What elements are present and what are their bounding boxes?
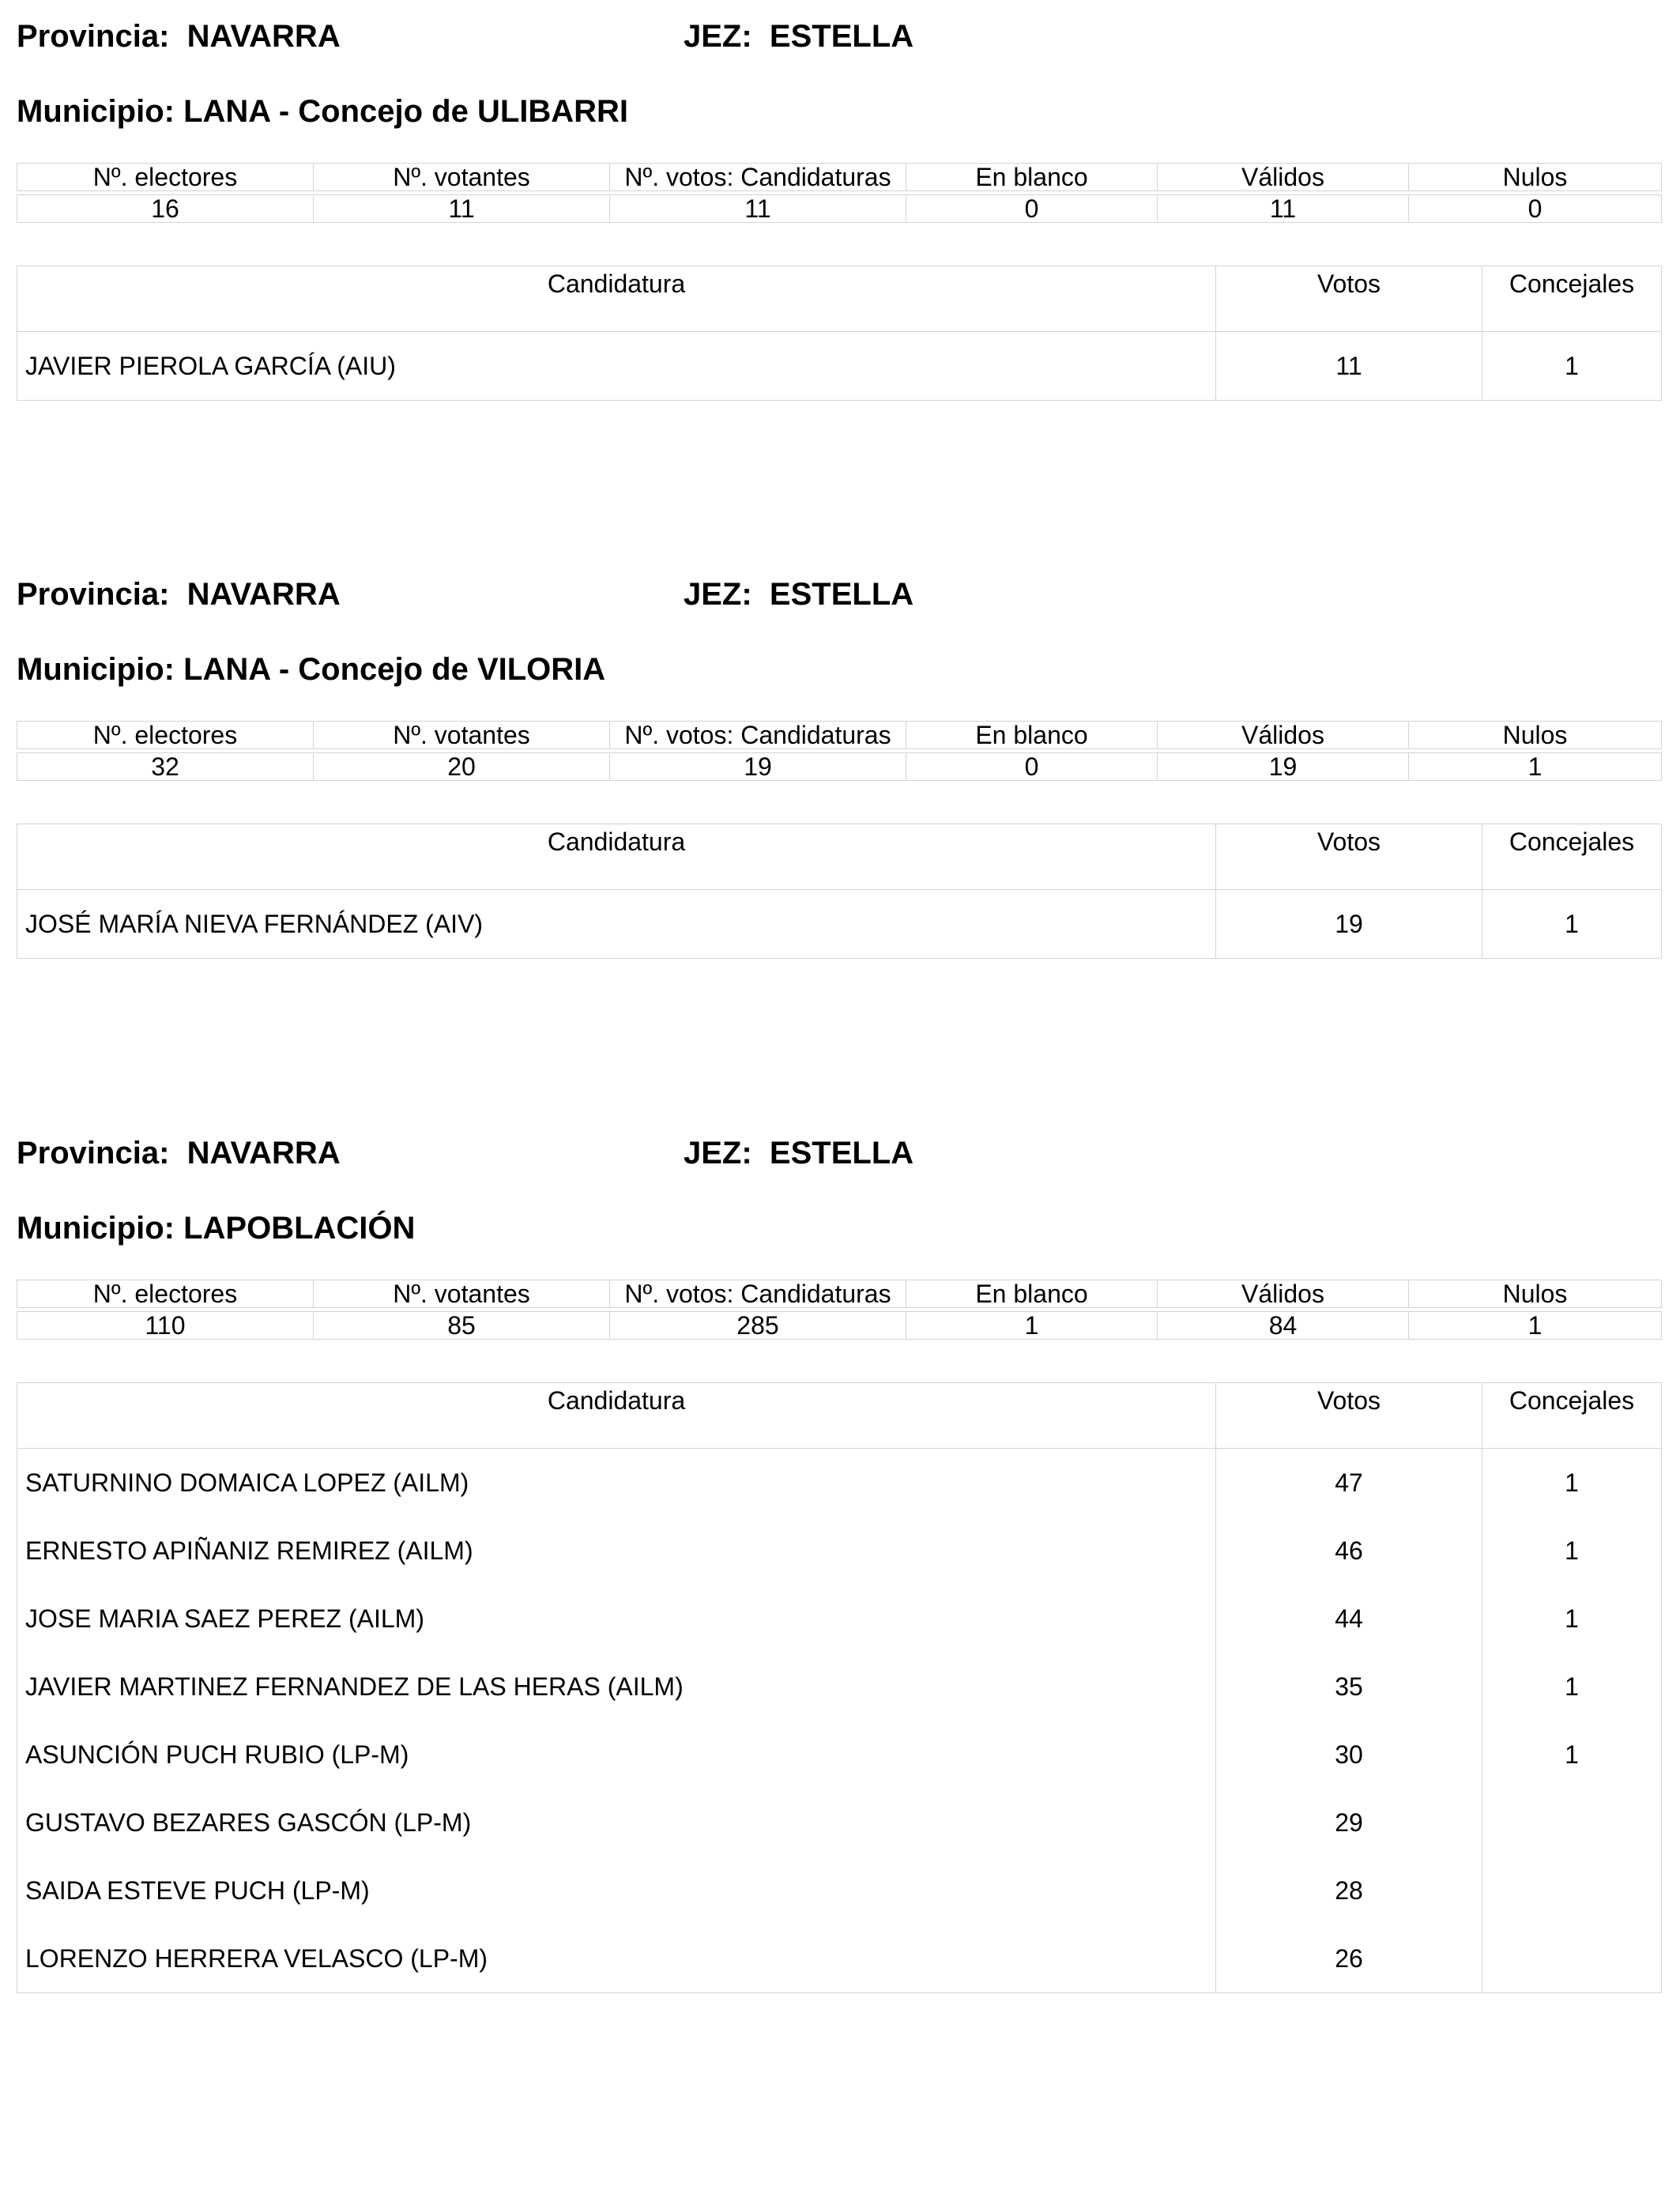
- stats-value: 0: [906, 753, 1158, 781]
- stats-value: 11: [314, 195, 610, 223]
- stats-value: 20: [314, 753, 610, 781]
- stats-value-row: [17, 195, 1662, 223]
- candidates-header-row: [17, 824, 1662, 890]
- table-row: [17, 1517, 1662, 1585]
- jez-label: JEZ:: [684, 19, 752, 54]
- stats-header-row: [17, 164, 1662, 191]
- candidate-votos: 30: [1216, 1721, 1482, 1789]
- stats-value: 0: [1409, 195, 1662, 223]
- candidate-name: LORENZO HERRERA VELASCO (LP-M): [17, 1924, 1216, 1993]
- stats-value: 11: [610, 195, 906, 223]
- stats-header: Nulos: [1409, 164, 1662, 191]
- candidate-concejales: 1: [1482, 1653, 1662, 1721]
- stats-header: Nulos: [1409, 722, 1662, 749]
- table-row: [17, 1653, 1662, 1721]
- stats-value: 1: [906, 1312, 1158, 1340]
- candidate-concejales: [1482, 1924, 1662, 1993]
- municipio-value: LANA - Concejo de VILORIA: [183, 652, 606, 687]
- stats-value: 19: [1158, 753, 1409, 781]
- candidate-concejales: [1482, 1789, 1662, 1857]
- jez-label: JEZ:: [684, 577, 752, 612]
- candidate-concejales: 1: [1482, 1721, 1662, 1789]
- candidates-header-row: [17, 266, 1662, 332]
- stats-value: 84: [1158, 1312, 1409, 1340]
- stats-value: 1: [1409, 1312, 1662, 1340]
- provincia-header: [17, 1134, 341, 1172]
- candidates-table: [17, 1382, 1662, 1993]
- candidate-votos: 29: [1216, 1789, 1482, 1857]
- municipio-label: Municipio:: [17, 94, 175, 129]
- candidate-votos: 28: [1216, 1857, 1482, 1924]
- stats-header: En blanco: [906, 164, 1158, 191]
- stats-table: [17, 721, 1662, 781]
- stats-value-row: [17, 753, 1662, 781]
- votos-header: Votos: [1216, 824, 1482, 890]
- stats-value: 285: [610, 1312, 906, 1340]
- jez-header: [684, 575, 913, 613]
- table-row: [17, 1924, 1662, 1993]
- stats-header-row: [17, 722, 1662, 749]
- candidatura-header: Candidatura: [17, 266, 1216, 332]
- concejales-header: Concejales: [1482, 824, 1662, 890]
- candidate-votos: 35: [1216, 1653, 1482, 1721]
- provincia-label: Provincia:: [17, 577, 170, 612]
- concejales-header: Concejales: [1482, 266, 1662, 332]
- municipio-value: LAPOBLACIÓN: [183, 1211, 416, 1246]
- stats-header: Nº. electores: [17, 1280, 314, 1308]
- jez-value: ESTELLA: [769, 577, 914, 612]
- candidatura-header: Candidatura: [17, 824, 1216, 890]
- stats-value: 19: [610, 753, 906, 781]
- candidate-concejales: [1482, 1857, 1662, 1924]
- stats-header: Nº. votantes: [314, 722, 610, 749]
- candidate-concejales: 1: [1482, 1517, 1662, 1585]
- stats-header: Nº. electores: [17, 722, 314, 749]
- candidate-votos: 19: [1216, 890, 1482, 959]
- candidate-votos: 47: [1216, 1449, 1482, 1517]
- votos-header: Votos: [1216, 266, 1482, 332]
- provincia-value: NAVARRA: [186, 1136, 341, 1171]
- stats-value: 11: [1158, 195, 1409, 223]
- stats-table: [17, 1280, 1662, 1340]
- table-row: [17, 890, 1662, 959]
- provincia-value: NAVARRA: [186, 577, 341, 612]
- table-row: [17, 1789, 1662, 1857]
- provincia-label: Provincia:: [17, 1136, 170, 1171]
- stats-header: En blanco: [906, 1280, 1158, 1308]
- candidate-name: SAIDA ESTEVE PUCH (LP-M): [17, 1857, 1216, 1924]
- stats-value: 1: [1409, 753, 1662, 781]
- candidate-votos: 44: [1216, 1585, 1482, 1653]
- stats-value-row: [17, 1312, 1662, 1340]
- candidate-concejales: 1: [1482, 1449, 1662, 1517]
- candidate-name: JOSE MARIA SAEZ PEREZ (AILM): [17, 1585, 1216, 1653]
- stats-header: Nº. votos: Candidaturas: [610, 164, 906, 191]
- stats-value: 0: [906, 195, 1158, 223]
- municipio-header: [17, 1209, 415, 1247]
- table-row: [17, 1449, 1662, 1517]
- provincia-value: NAVARRA: [186, 19, 341, 54]
- candidate-name: JOSÉ MARÍA NIEVA FERNÁNDEZ (AIV): [17, 890, 1216, 959]
- stats-header: Nº. votos: Candidaturas: [610, 722, 906, 749]
- table-row: [17, 1857, 1662, 1924]
- municipio-label: Municipio:: [17, 1211, 175, 1246]
- stats-table: [17, 163, 1662, 223]
- stats-value: 110: [17, 1312, 314, 1340]
- candidate-votos: 26: [1216, 1924, 1482, 1993]
- candidate-concejales: 1: [1482, 332, 1662, 401]
- stats-header: Nº. votantes: [314, 1280, 610, 1308]
- concejales-header: Concejales: [1482, 1383, 1662, 1449]
- stats-value: 32: [17, 753, 314, 781]
- municipio-label: Municipio:: [17, 652, 175, 687]
- stats-header: Válidos: [1158, 1280, 1409, 1308]
- jez-label: JEZ:: [684, 1136, 752, 1171]
- stats-value: 16: [17, 195, 314, 223]
- jez-value: ESTELLA: [769, 1136, 914, 1171]
- candidate-votos: 11: [1216, 332, 1482, 401]
- candidate-votos: 46: [1216, 1517, 1482, 1585]
- table-row: [17, 332, 1662, 401]
- provincia-header: [17, 17, 341, 55]
- candidates-table: [17, 266, 1662, 401]
- stats-header: Válidos: [1158, 722, 1409, 749]
- table-row: [17, 1585, 1662, 1653]
- jez-value: ESTELLA: [769, 19, 914, 54]
- provincia-label: Provincia:: [17, 19, 170, 54]
- candidate-concejales: 1: [1482, 890, 1662, 959]
- stats-header: Nº. votos: Candidaturas: [610, 1280, 906, 1308]
- candidate-name: ASUNCIÓN PUCH RUBIO (LP-M): [17, 1721, 1216, 1789]
- jez-header: [684, 1134, 913, 1172]
- candidatura-header: Candidatura: [17, 1383, 1216, 1449]
- candidate-name: JAVIER MARTINEZ FERNANDEZ DE LAS HERAS (AILM): [17, 1653, 1216, 1721]
- candidate-name: ERNESTO APIÑANIZ REMIREZ (AILM): [17, 1517, 1216, 1585]
- table-row: [17, 1721, 1662, 1789]
- candidates-table: [17, 824, 1662, 959]
- jez-header: [684, 17, 913, 55]
- municipio-header: [17, 650, 605, 688]
- municipio-value: LANA - Concejo de ULIBARRI: [183, 94, 629, 129]
- stats-value: 85: [314, 1312, 610, 1340]
- stats-header: En blanco: [906, 722, 1158, 749]
- stats-header: Nº. votantes: [314, 164, 610, 191]
- stats-header-row: [17, 1280, 1662, 1308]
- candidate-concejales: 1: [1482, 1585, 1662, 1653]
- stats-header: Nulos: [1409, 1280, 1662, 1308]
- stats-header: Nº. electores: [17, 164, 314, 191]
- candidate-name: SATURNINO DOMAICA LOPEZ (AILM): [17, 1449, 1216, 1517]
- votos-header: Votos: [1216, 1383, 1482, 1449]
- provincia-header: [17, 575, 341, 613]
- candidate-name: GUSTAVO BEZARES GASCÓN (LP-M): [17, 1789, 1216, 1857]
- stats-header: Válidos: [1158, 164, 1409, 191]
- candidate-name: JAVIER PIEROLA GARCÍA (AIU): [17, 332, 1216, 401]
- municipio-header: [17, 92, 628, 130]
- candidates-header-row: [17, 1383, 1662, 1449]
